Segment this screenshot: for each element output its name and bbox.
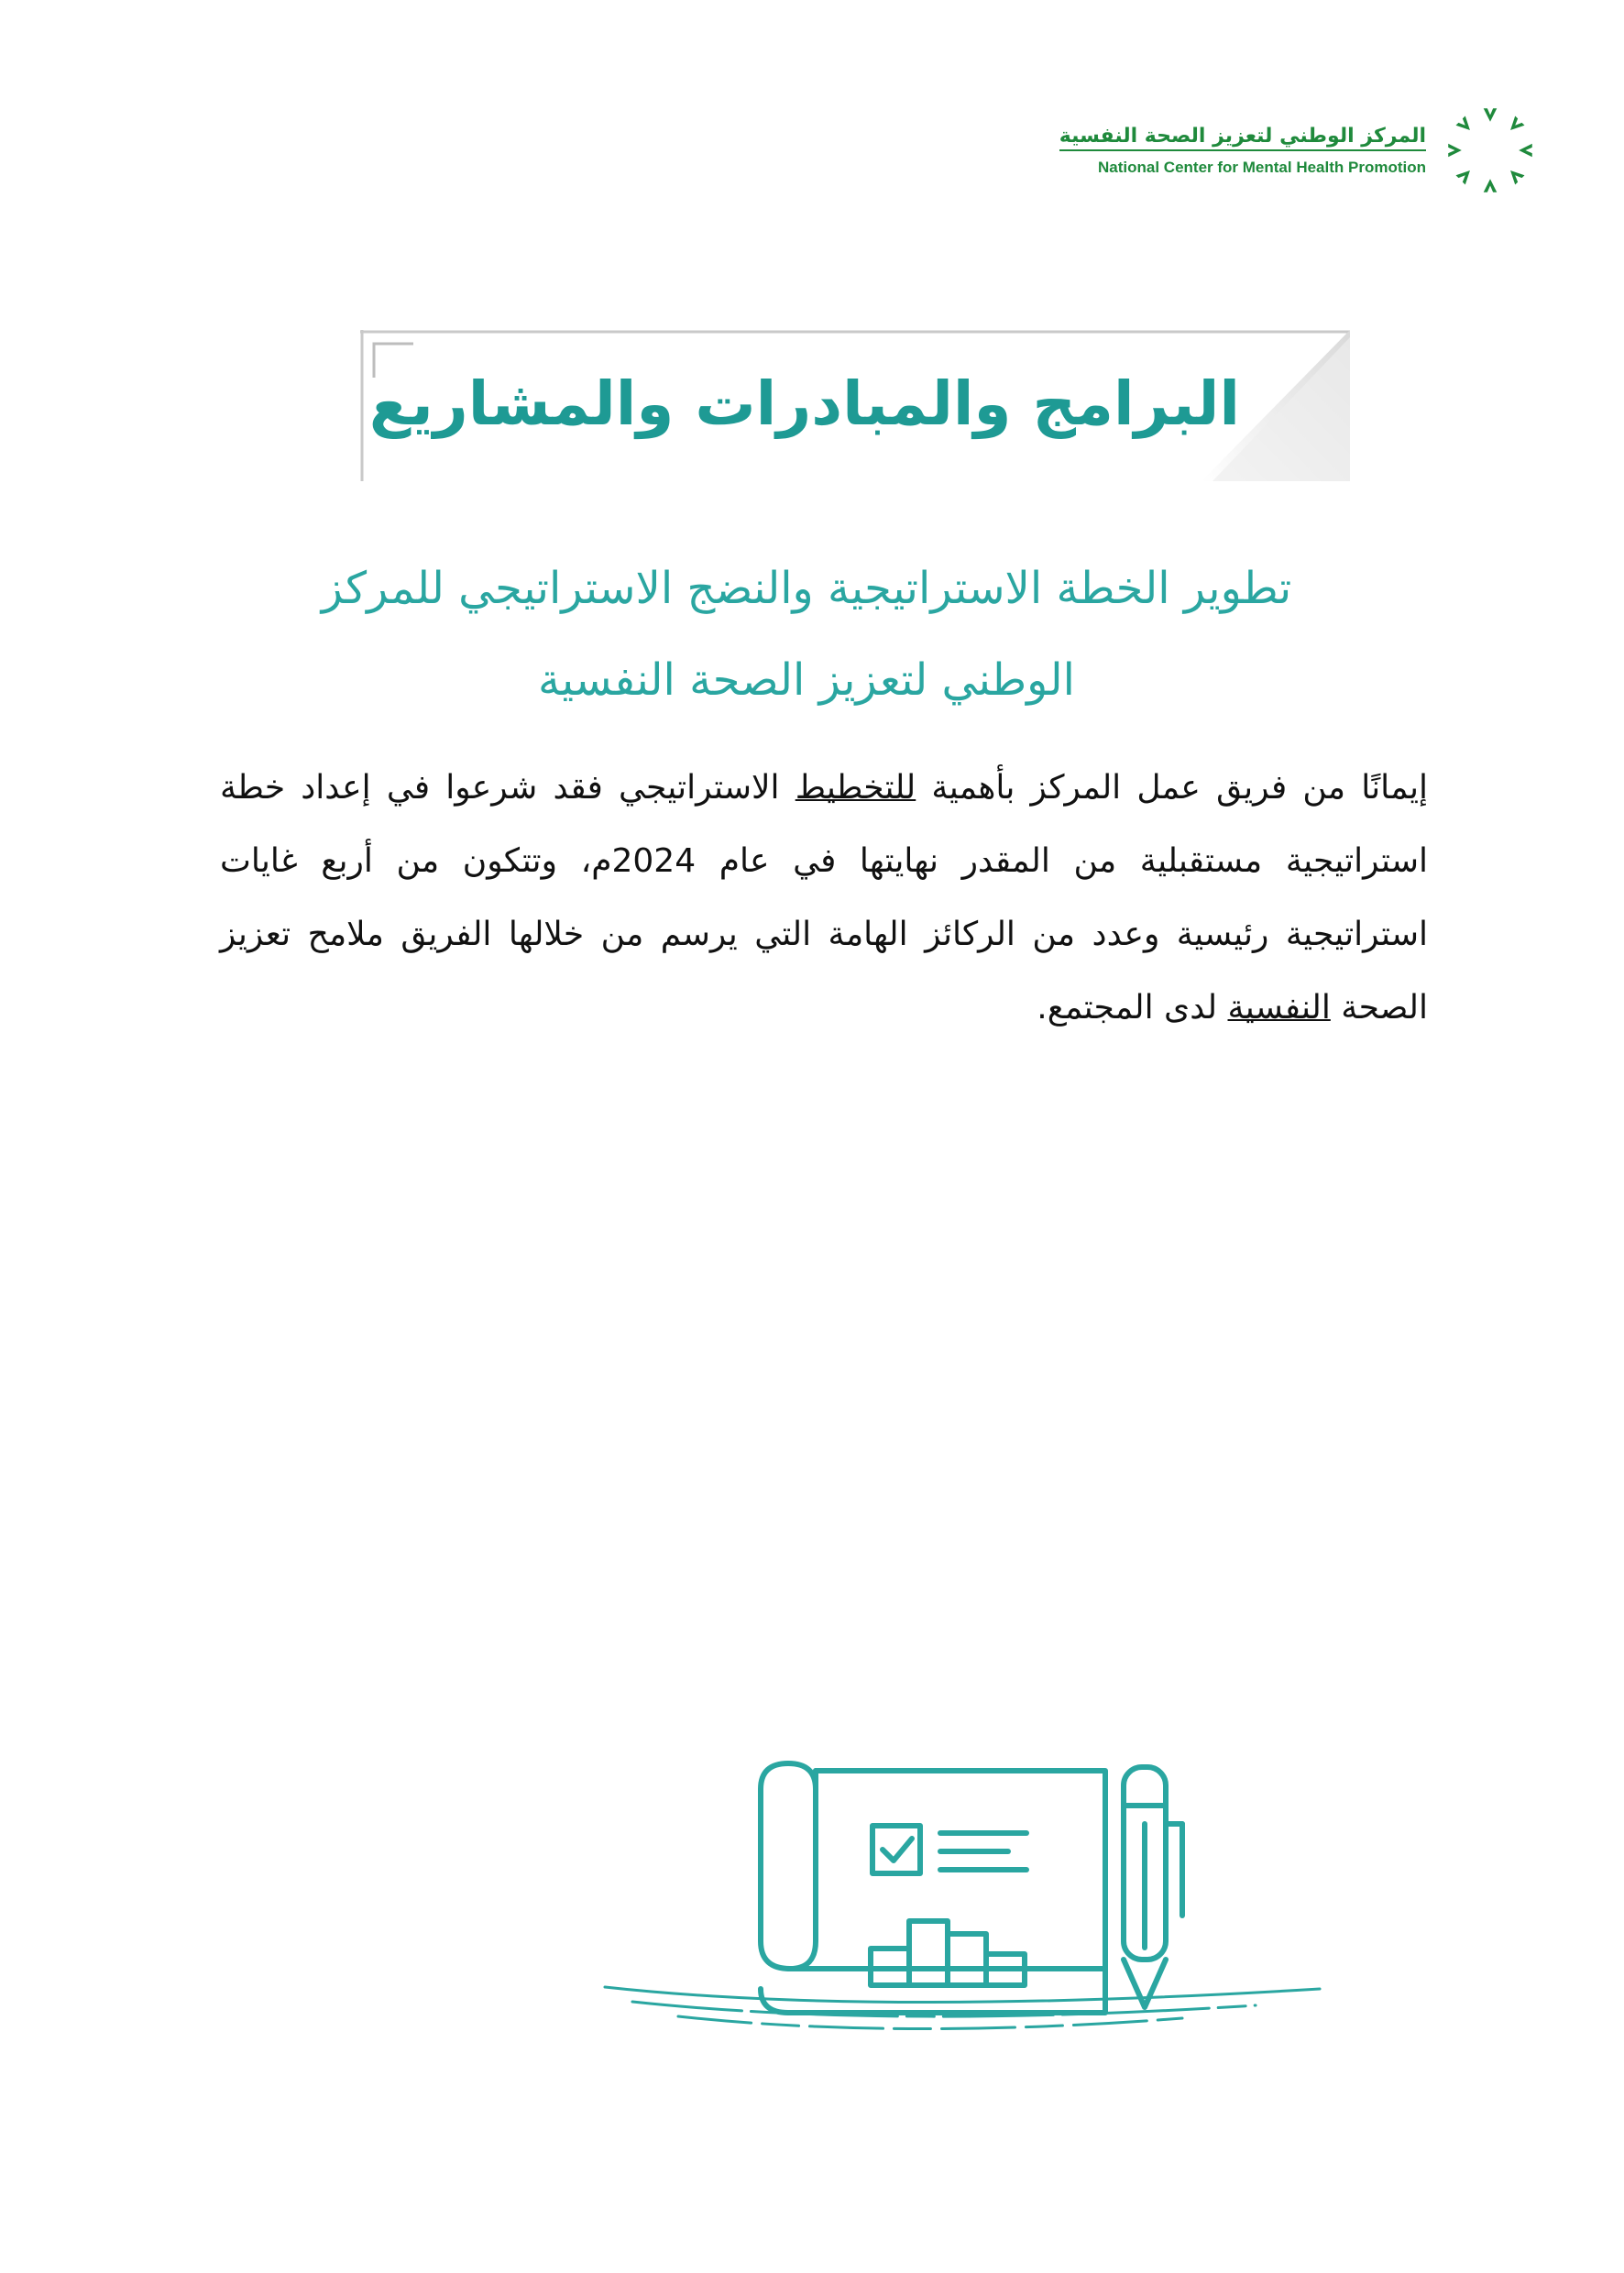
logo-text xyxy=(1059,125,1426,177)
body-text-part-1: إيمانًا من فريق عمل المركز بأهمية xyxy=(916,769,1428,807)
underlined-word-mental: النفسية xyxy=(1227,989,1331,1027)
subtitle-line-1: تطوير الخطة الاستراتيجية والنضج الاستراتيجي للمركز xyxy=(321,563,1292,614)
body-text-part-2: الاستراتيجي فقد شرعوا في إعداد خطة استراتيجية مستقبلية من المقدر نهايتها في عام 2024م، وتتكون من أربع غايات استراتيجية رئيسية وعدد من الركائز الهامة التي يرسم من خلالها الفريق ملامح تعزيز الصحة xyxy=(220,769,1428,1027)
page-title: البرامج والمبادرات والمشاريع xyxy=(368,368,1240,439)
logo-mark-icon xyxy=(1443,103,1538,198)
body-text-part-3: لدى المجتمع. xyxy=(1037,989,1228,1027)
blueprint-plan-icon xyxy=(596,1741,1347,2053)
subtitle-line-2: الوطني لتعزيز الصحة النفسية xyxy=(538,654,1075,706)
body-paragraph xyxy=(220,752,1428,1045)
logo-arabic-name: المركز الوطني لتعزيز الصحة النفسية xyxy=(1059,125,1426,151)
underlined-word-planning: للتخطيط xyxy=(795,769,916,807)
subtitle xyxy=(238,543,1375,726)
header-logo xyxy=(1059,103,1538,198)
logo-english-name: National Center for Mental Health Promotion xyxy=(1098,158,1426,176)
title-box xyxy=(360,330,1350,481)
